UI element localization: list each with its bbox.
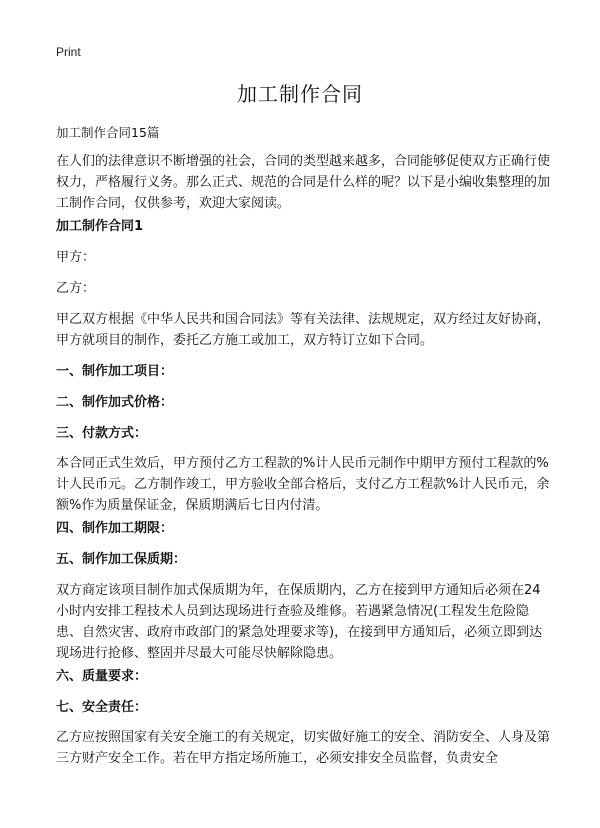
section-heading-1: 加工制作合同1 <box>56 219 144 234</box>
document-subtitle: 加工制作合同15篇 <box>56 125 160 140</box>
payment-paragraph: 本合同正式生效后，甲方预付乙方工程款的%计人民币元制作中期甲方预付工程款的%计人民币元。乙方制作竣工，甲方验收全部合格后，支付乙方工程款%计人民币元，余额%作为质量保证金，保质期满后七日内付清。 <box>56 456 550 513</box>
intro-paragraph: 在人们的法律意识不断增强的社会，合同的类型越来越多，合同能够促使双方正确行使权力，严格履行义务。那么正式、规范的合同是什么样的呢？以下是小编收集整理的加工制作合同，仅供参考，欢迎大家阅读。 <box>56 154 551 211</box>
safety-paragraph: 乙方应按照国家有关安全施工的有关规定，切实做好施工的安全、消防安全、人身及第三方财产安全工作。若在甲方指定场所施工，必须安排安全员监督，负责安全 <box>56 730 551 766</box>
clause-heading-4: 四、制作加工期限： <box>56 521 174 536</box>
clause-heading-2: 二、制作加式价格： <box>56 395 174 410</box>
print-link[interactable]: Print <box>56 45 81 59</box>
clause-heading-1: 一、制作加工项目： <box>56 364 174 379</box>
warranty-paragraph: 双方商定该项目制作加式保质期为年，在保质期内，乙方在接到甲方通知后必须在24小时内安排工程技术人员到达现场进行查验及维修。若遇紧急情况(工程发生危险隐患、自然灾害、政府市政部门的紧急处理要求等)，在接到甲方通知后，必须立即到达现场进行抢修、整固并尽最大可能尽快解除隐患。 <box>56 583 543 661</box>
clause-heading-6: 六、质量要求： <box>56 669 148 684</box>
preamble-paragraph: 甲乙双方根据《中华人民共和国合同法》等有关法律、法规规定，双方经过友好协商，甲方就项目的制作，委托乙方施工或加工，双方特订立如下合同。 <box>56 312 551 348</box>
page-title: 加工制作合同 <box>237 82 363 106</box>
party-b-label: 乙方： <box>56 281 96 296</box>
party-a-label: 甲方： <box>56 250 96 265</box>
clause-heading-7: 七、安全责任： <box>56 700 148 715</box>
clause-heading-5: 五、制作加工保质期： <box>56 552 187 567</box>
clause-heading-3: 三、付款方式： <box>56 426 148 441</box>
